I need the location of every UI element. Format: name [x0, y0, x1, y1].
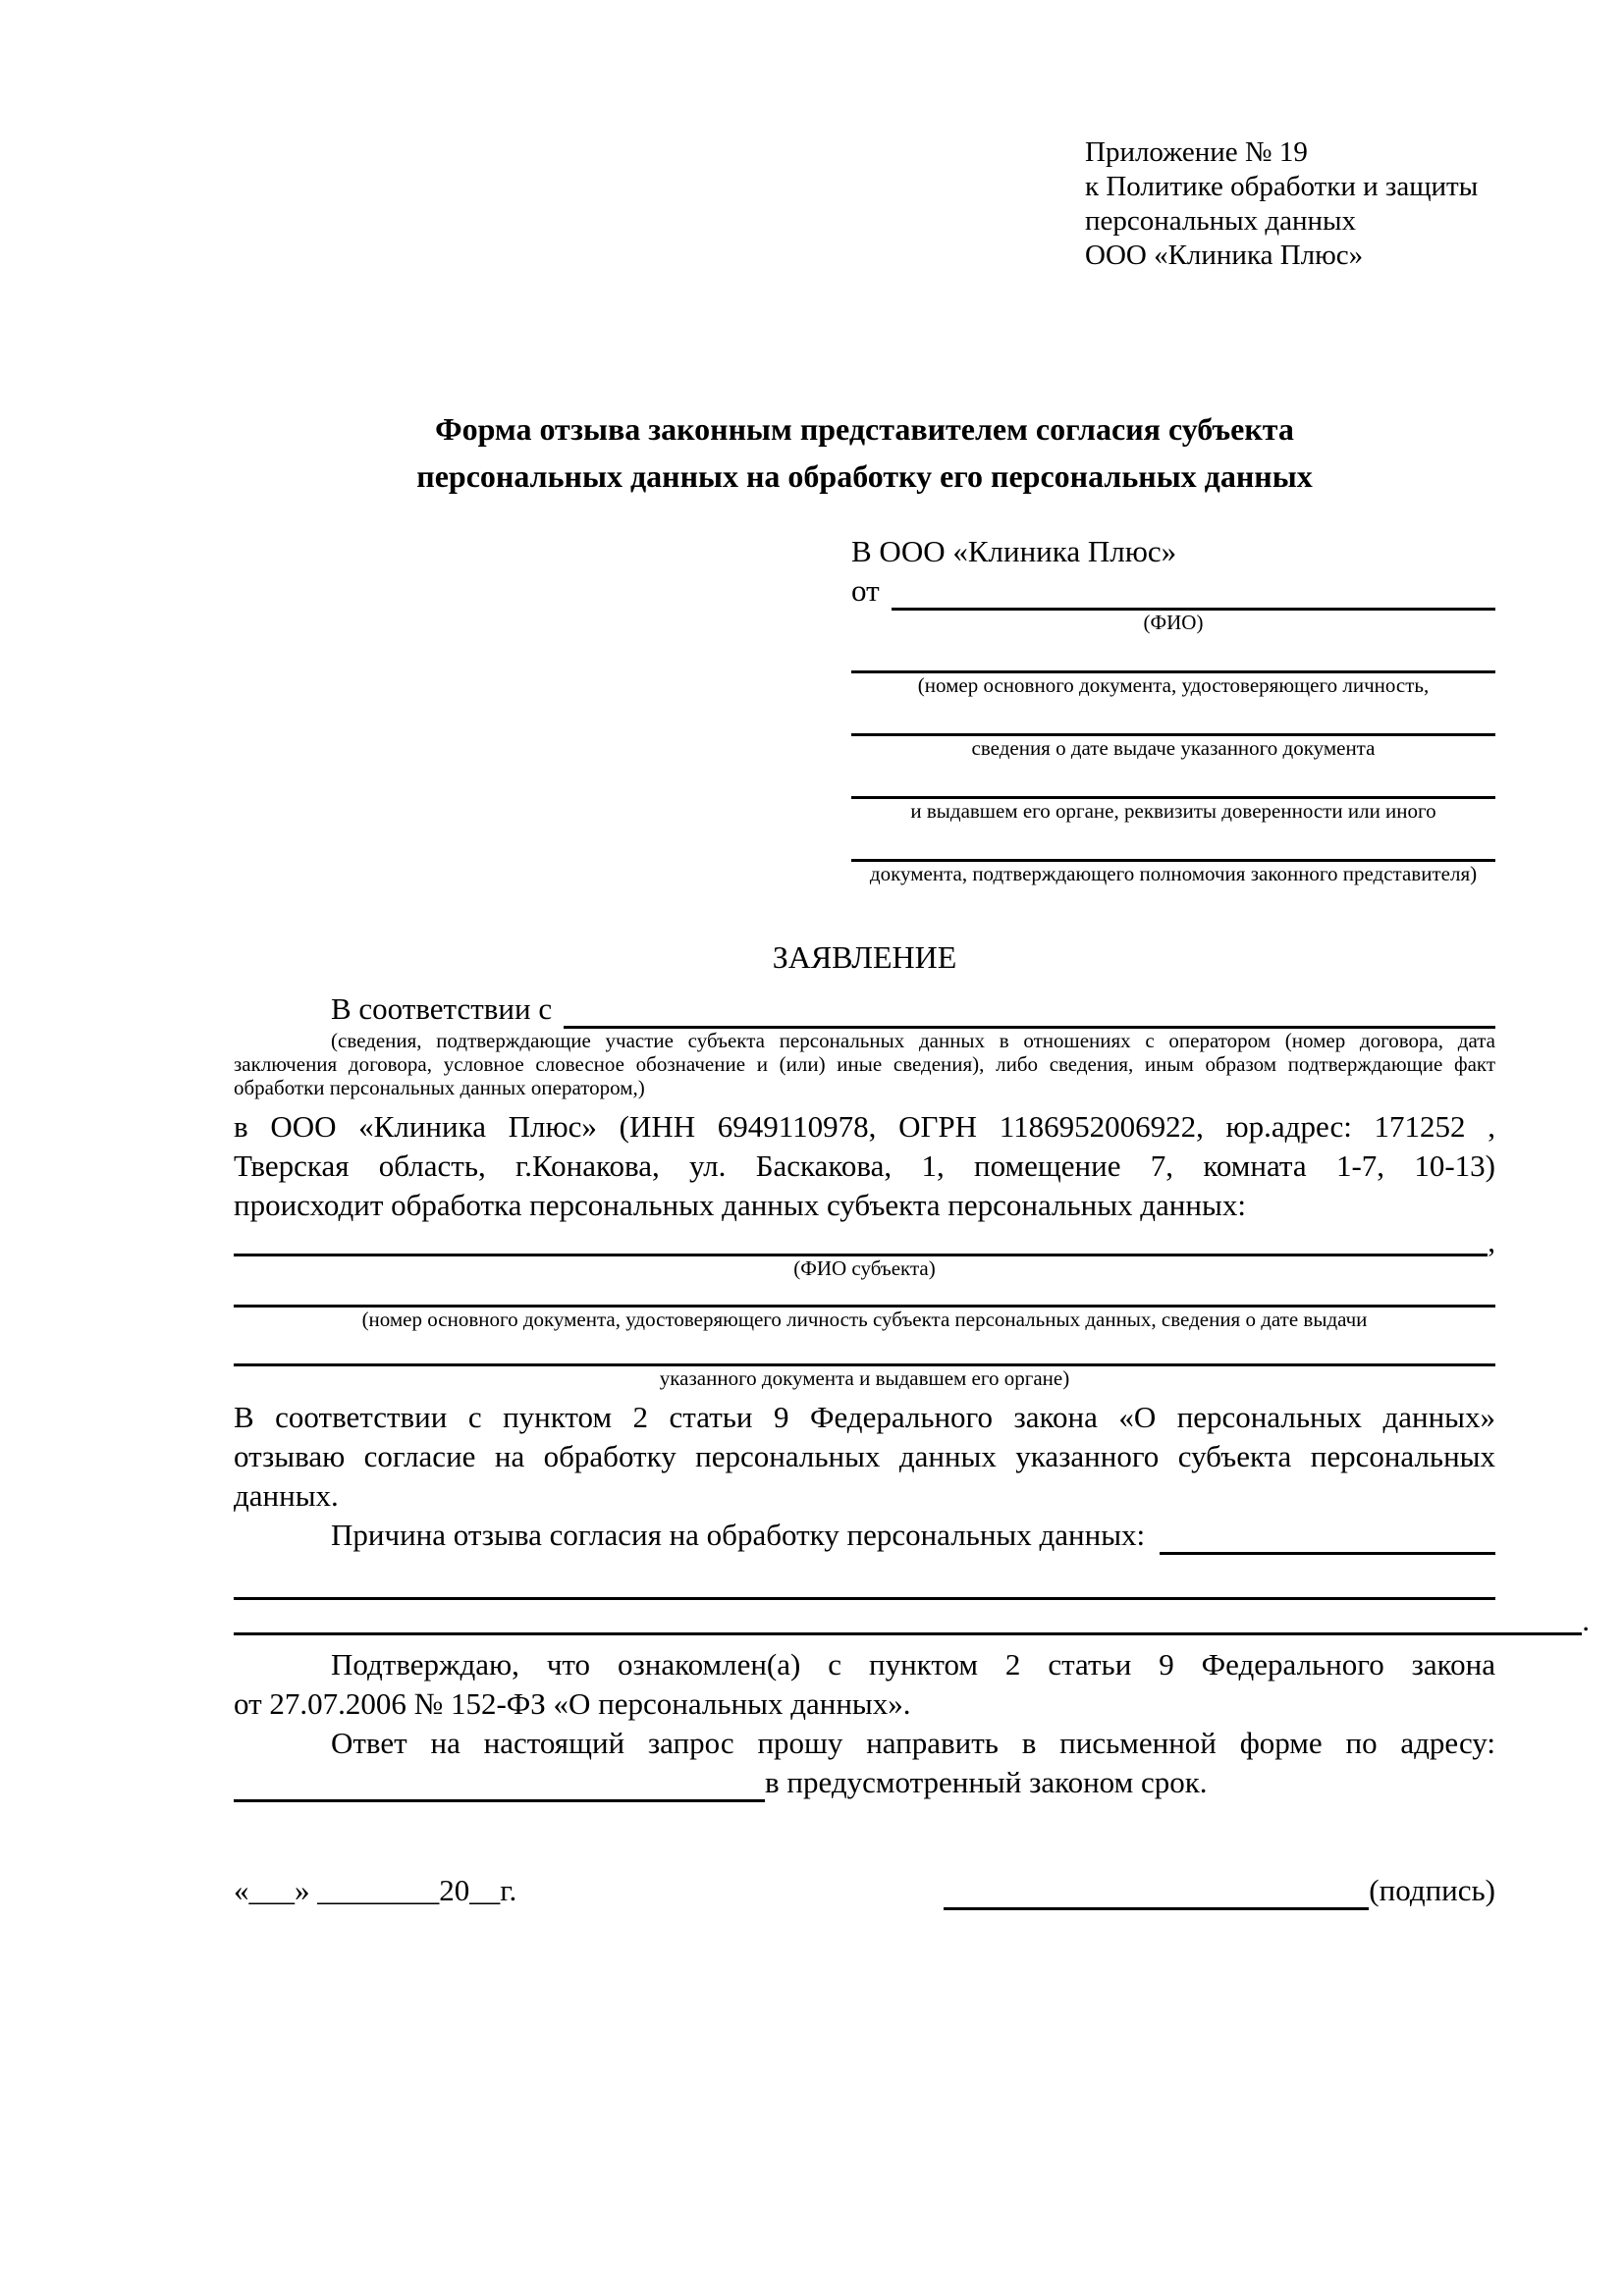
subject-document-number-field[interactable]	[234, 1280, 1495, 1308]
subject-doc-caption: указанного документа и выдавшем его органе)	[659, 1366, 1070, 1390]
withdrawal-paragraph-line: отзываю согласие на обработку персональных данных указанного субъекта персональных	[234, 1439, 1495, 1473]
operator-paragraph-line: в ООО «Клиника Плюс» (ИНН 6949110978, ОГРН 1186952006922, юр.адрес: 171252 ,	[234, 1109, 1495, 1144]
address-suffix: в предусмотренный законом срок.	[765, 1765, 1208, 1799]
withdrawal-paragraph	[234, 1398, 1495, 1516]
from-label: от	[851, 573, 880, 608]
subject-fio-row	[234, 1225, 1495, 1256]
rep-doc-caption: и выдавшем его органе, реквизиты доверенности или иного	[910, 799, 1436, 823]
reason-continuation-row	[234, 1555, 1495, 1600]
withdrawal-paragraph-line: данных.	[234, 1478, 339, 1513]
appendix-line: персональных данных	[1085, 205, 1357, 237]
reason-field[interactable]	[1160, 1516, 1495, 1555]
operator-paragraph-line: Тверская область, г.Конакова, ул. Баскакова, 1, помещение 7, комната 1-7, 10-13)	[234, 1148, 1495, 1183]
signature-group	[944, 1871, 1495, 1910]
rep-doc-caption: сведения о дате выдаче указанного документа	[971, 736, 1376, 760]
representative-document-issuer-field[interactable]	[851, 760, 1495, 799]
confirmation-line: Подтверждаю, что ознакомлен(а) с пунктом 2 статьи 9 Федерального закона	[331, 1647, 1495, 1682]
response-address-field[interactable]	[234, 1763, 765, 1802]
note-line: (сведения, подтверждающие участие субъекта персональных данных в отношениях с оператором (номер договора, дата	[331, 1029, 1495, 1052]
signature-field[interactable]	[944, 1871, 1369, 1910]
agreement-details-field[interactable]	[564, 989, 1495, 1029]
rep-doc-row	[851, 697, 1495, 736]
in-accordance-label: В соответствии с	[331, 991, 553, 1026]
subject-document-issuer-field[interactable]	[234, 1331, 1495, 1366]
period-char: .	[1582, 1603, 1590, 1637]
reason-label: Причина отзыва согласия на обработку персональных данных:	[331, 1518, 1146, 1552]
document-title	[234, 405, 1495, 500]
rep-doc-row	[851, 760, 1495, 799]
reason-field-line-2[interactable]	[234, 1555, 1495, 1600]
reason-continuation-row	[234, 1600, 1590, 1635]
rep-doc-caption: документа, подтверждающего полномочия законного представителя)	[869, 862, 1478, 885]
subject-doc-row	[234, 1331, 1495, 1366]
statement-note	[234, 1029, 1495, 1099]
subject-fio-field[interactable]	[234, 1225, 1488, 1256]
appendix-line: к Политике обработки и защиты	[1085, 171, 1479, 202]
signature-caption: (подпись)	[1369, 1873, 1495, 1907]
reason-field-line-3[interactable]	[234, 1600, 1582, 1635]
confirmation-line: от 27.07.2006 № 152-ФЗ «О персональных данных».	[234, 1686, 911, 1721]
representative-authority-document-field[interactable]	[851, 823, 1495, 862]
appendix-line: Приложение № 19	[1085, 136, 1308, 168]
response-request-line: Ответ на настоящий запрос прошу направить в письменной форме по адресу:	[331, 1726, 1495, 1760]
appendix-note	[1085, 135, 1478, 273]
title-line: Форма отзыва законным представителем согласия субъекта	[435, 411, 1294, 447]
intro-row	[234, 989, 1495, 1029]
subject-doc-caption: (номер основного документа, удостоверяющего личность субъекта персональных данных, сведения о дате выдачи	[361, 1308, 1368, 1331]
withdrawal-paragraph-line: В соответствии с пунктом 2 статьи 9 Федерального закона «О персональных данных»	[234, 1400, 1495, 1434]
confirmation-paragraph	[234, 1645, 1495, 1724]
reason-row	[234, 1516, 1495, 1555]
subject-fio-caption: (ФИО субъекта)	[793, 1256, 936, 1280]
from-row	[851, 571, 1495, 611]
signoff-row	[234, 1871, 1495, 1910]
fio-caption: (ФИО)	[1143, 611, 1204, 634]
rep-doc-row	[851, 634, 1495, 673]
rep-doc-row	[851, 823, 1495, 862]
subject-doc-row	[234, 1280, 1495, 1308]
title-line: персональных данных на обработку его персональных данных	[416, 458, 1313, 494]
addressee-block	[851, 532, 1495, 885]
representative-document-date-field[interactable]	[851, 697, 1495, 736]
operator-paragraph	[234, 1107, 1495, 1225]
addressee-organization: В ООО «Клиника Плюс»	[851, 534, 1177, 568]
response-address-row	[234, 1763, 1495, 1802]
comma-char: ,	[1488, 1224, 1495, 1258]
appendix-line: ООО «Клиника Плюс»	[1085, 240, 1364, 271]
note-line: обработки персональных данных оператором,)	[234, 1076, 645, 1099]
statement-heading: ЗАЯВЛЕНИЕ	[772, 939, 957, 975]
date-field[interactable]: «___» ________20__г.	[234, 1873, 517, 1907]
note-line: заключения договора, условное словесное обозначение и (или) иные сведения), либо сведения, иным образом подтверждающие факт	[234, 1052, 1495, 1076]
representative-document-number-field[interactable]	[851, 634, 1495, 673]
operator-paragraph-line: происходит обработка персональных данных субъекта персональных данных:	[234, 1188, 1246, 1222]
representative-name-field[interactable]	[892, 571, 1495, 611]
rep-doc-caption: (номер основного документа, удостоверяющего личность,	[917, 673, 1430, 697]
